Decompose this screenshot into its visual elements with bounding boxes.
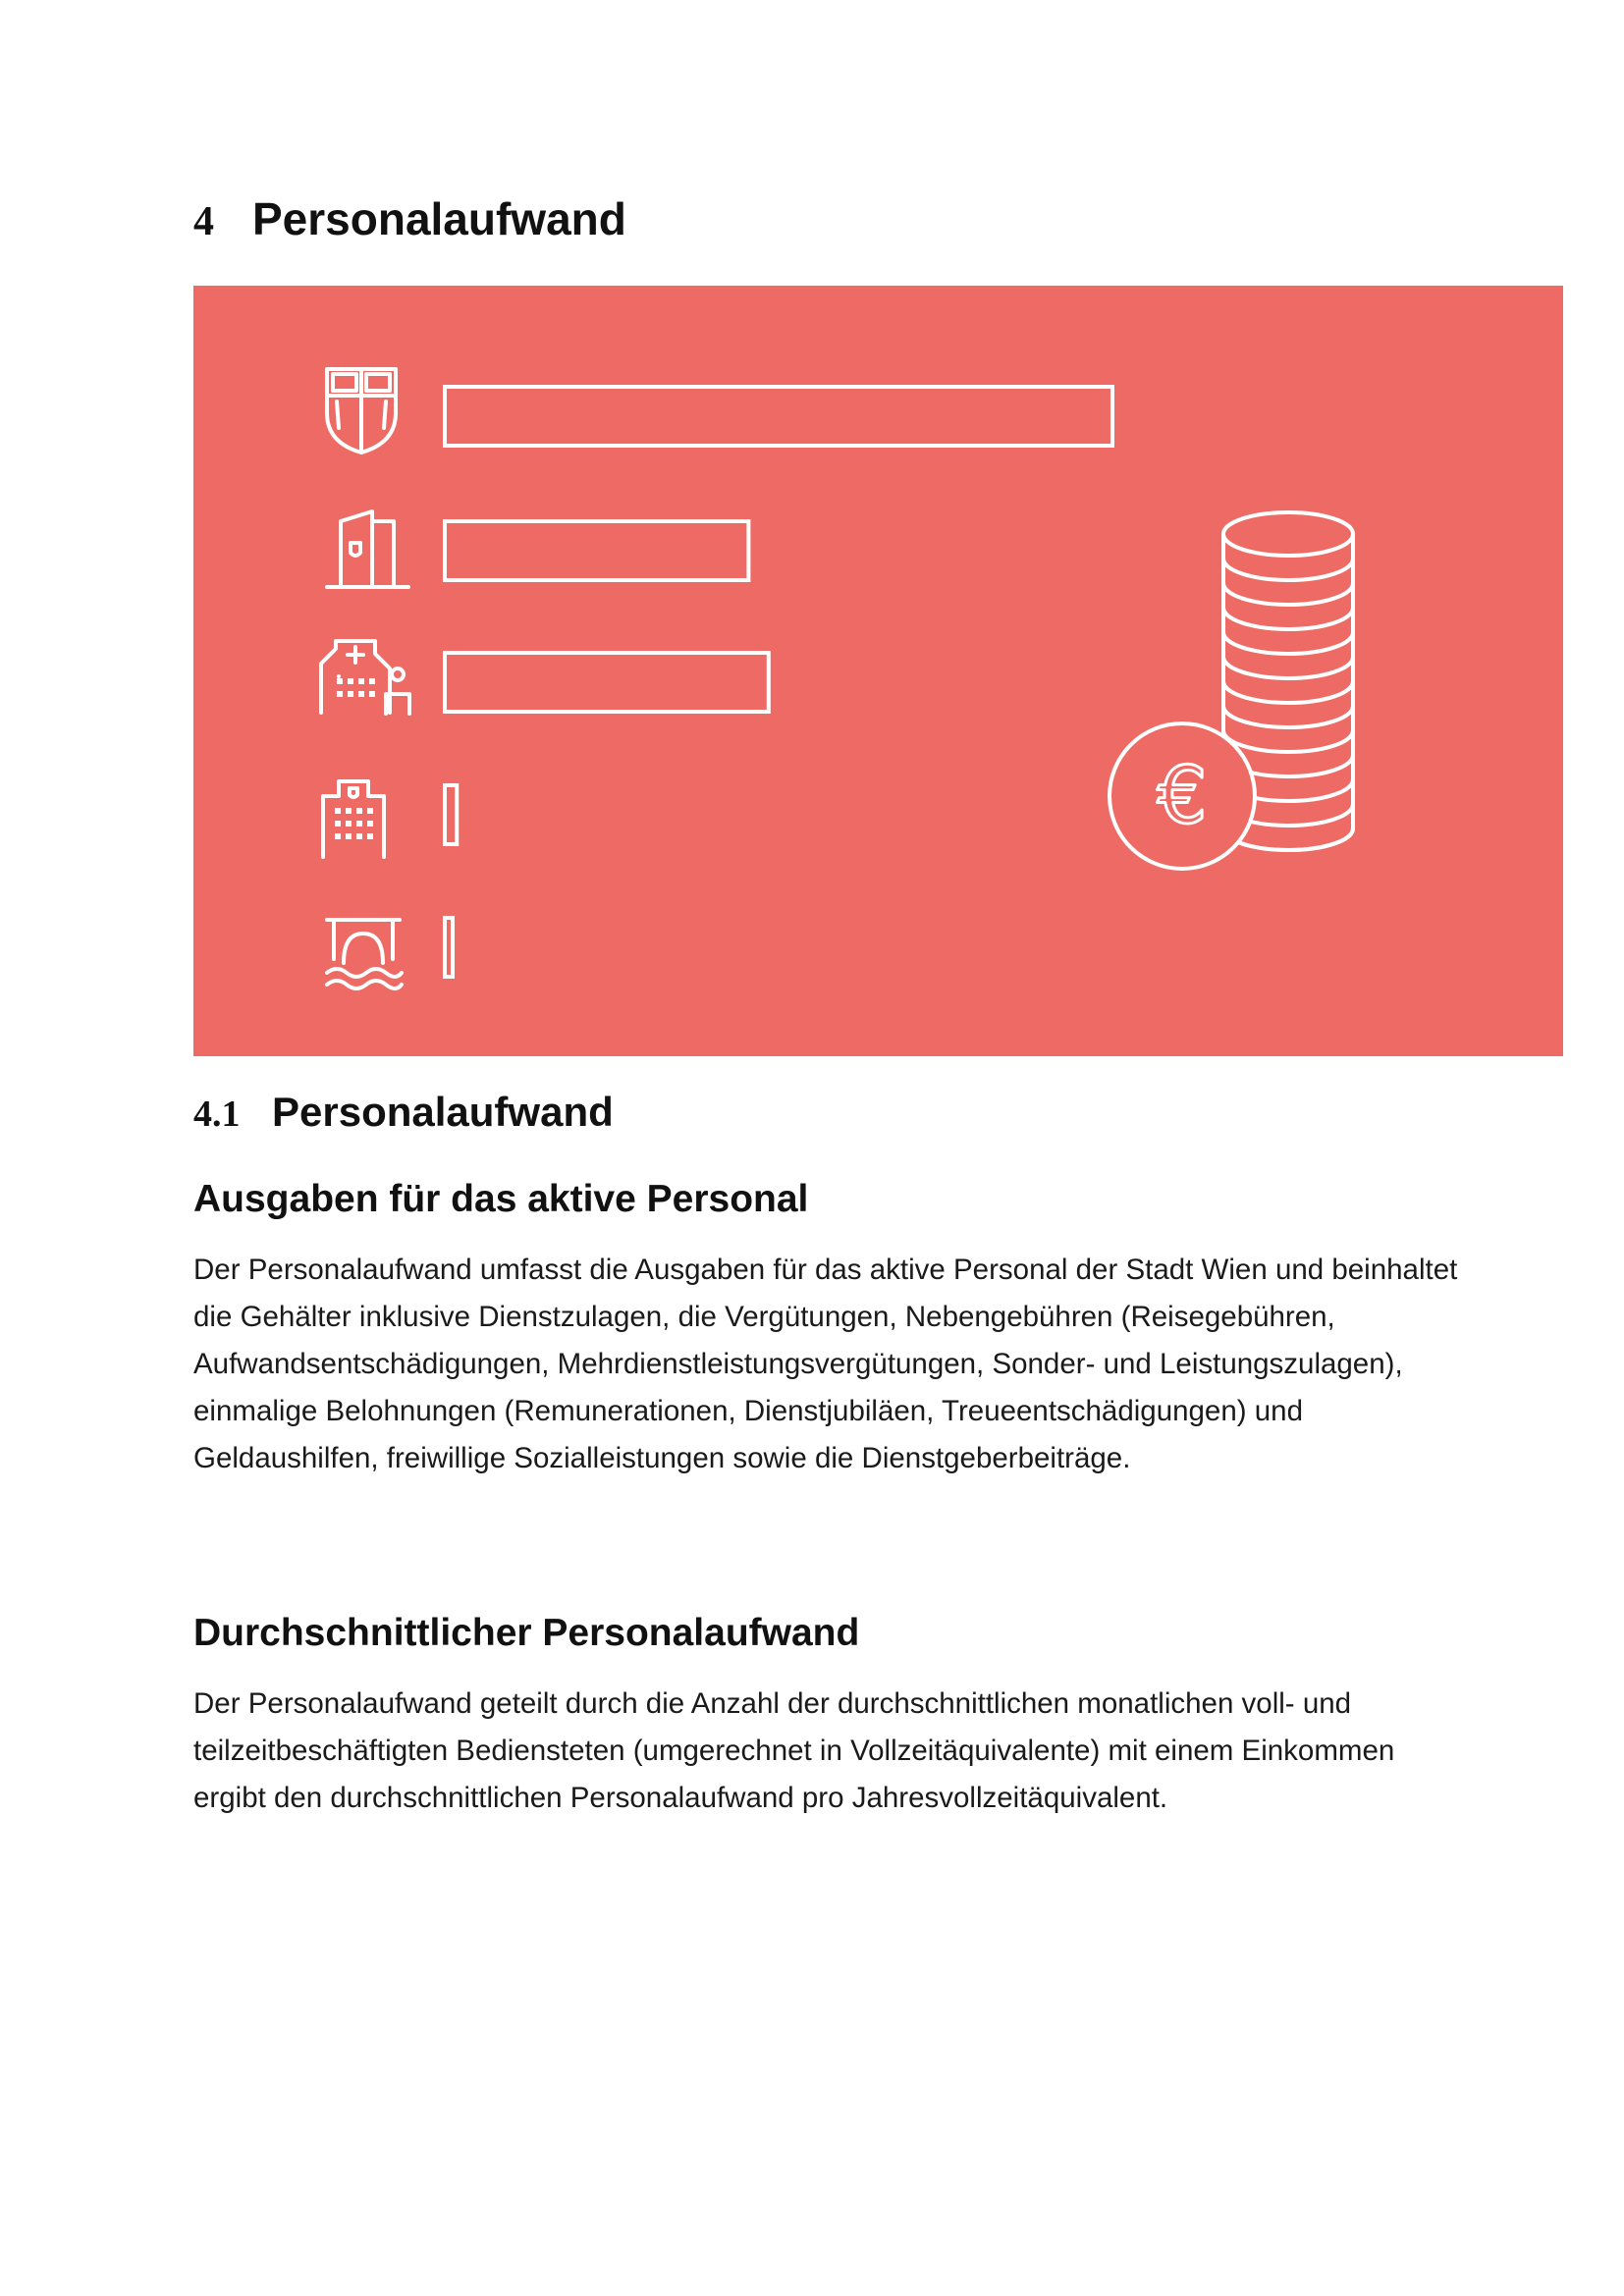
active-personnel-heading: Ausgaben für das aktive Personal	[193, 1178, 809, 1220]
personnel-expense-banner	[193, 286, 1563, 1056]
active-personnel-paragraph: Der Personalaufwand umfasst die Ausgaben für das aktive Personal der Stadt Wien und beinhaltet die Gehälter inklusive Dienstzulagen, die Vergütungen, Nebengebühren (Reisegebühren, Aufwandsentschädigungen, Mehrdienstleistungsvergütungen, Sonder- und Leistungszulagen), einmalige Belohnungen (Remunerationen, Dienstjubiläen, Treueentschädigungen) und Geldaushilfen, freiwillige Sozialleistungen sowie die Dienstgeberbeiträge.	[193, 1254, 1458, 1474]
chapter-number: 4	[193, 199, 214, 244]
average-expense-paragraph: Der Personalaufwand geteilt durch die Anzahl der durchschnittlichen monatlichen voll- und teilzeitbeschäftigten Bediensteten (umgerechnet in Vollzeitäquivalente) mit einem Einkommen ergibt den durchschnittlichen Personalaufwand pro Jahresvollzeitäquivalent.	[193, 1687, 1395, 1814]
average-expense-heading: Durchschnittlicher Personalaufwand	[193, 1612, 860, 1654]
section-heading	[193, 1089, 614, 1135]
banner-background	[193, 286, 1563, 1056]
chapter-title: Personalaufwand	[252, 193, 626, 244]
section-title: Personalaufwand	[272, 1089, 614, 1135]
chapter-heading	[193, 193, 626, 244]
section-number: 4.1	[193, 1094, 241, 1135]
euro-symbol: €	[1157, 750, 1208, 841]
coin-top	[1223, 512, 1353, 556]
